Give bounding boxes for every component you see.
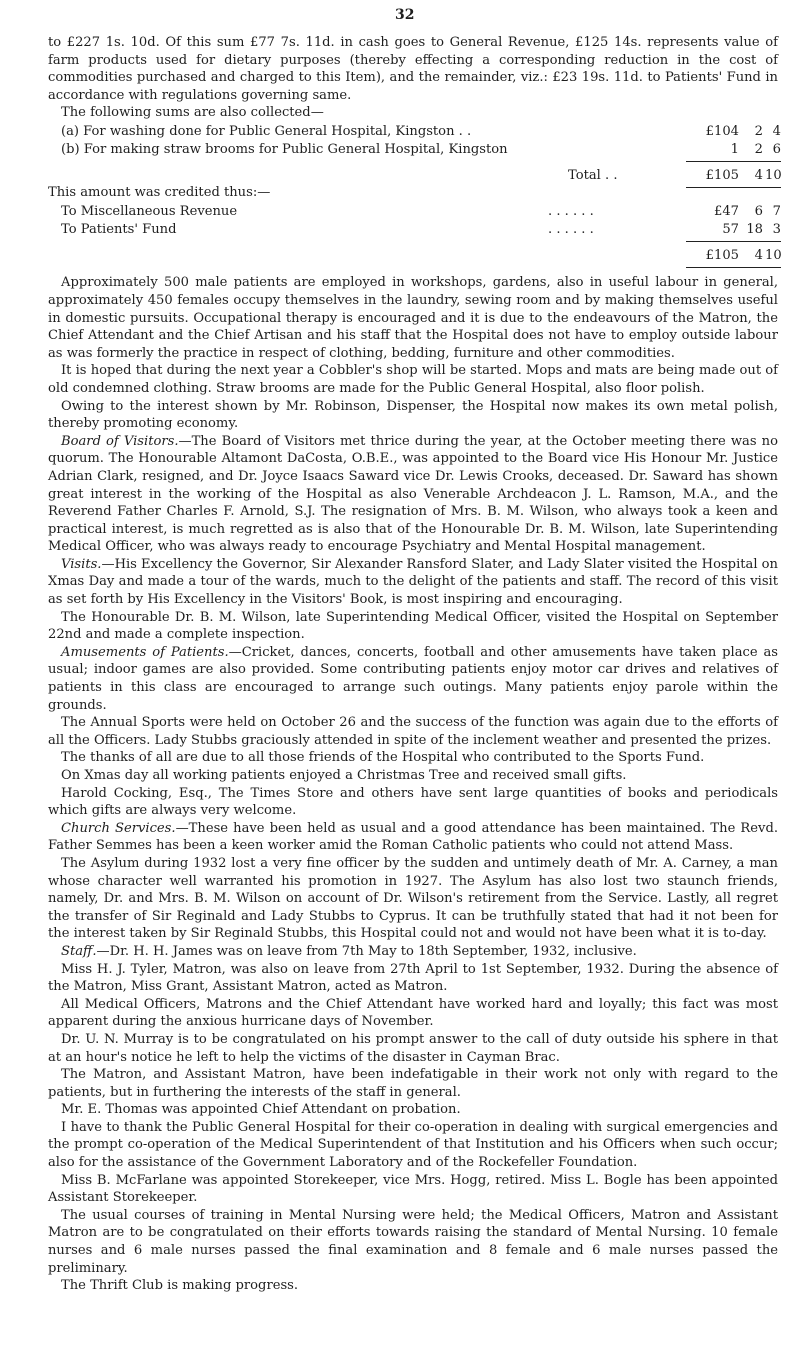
body-paragraph xyxy=(48,1119,778,1172)
credit-patients-label: To Patients' Fund xyxy=(61,222,177,238)
paragraph-text: —The Board of Visitors met thrice during the year, at the October meeting there was no quorum. The Honourable Altamont DaCosta, O.B.E., was appointed to the Board vice His Honour Mr. Justice Adrian Clark, resigned, and Dr. Joyce Isaacs Saward vice Dr. Lewis Crooks, deceased. Dr. Saward has shown great interest in the working of the Hospital as also Venerable Archdeacon J. L. Ramson, M.A., and the Reverend Father Charles F. Arnold, S.J. The resignation of Mrs. B. M. Wilson, who always took a keen and practical interest, is much regretted as is also that of the Honourable Dr. B. M. Wilson, late Superintending Medical Officer, who was always ready to encourage Psychiatry and Mental Hospital management. xyxy=(48,433,778,555)
section-heading: Board of Visitors. xyxy=(61,433,179,449)
grand-total-amount xyxy=(48,247,781,265)
body-paragraph xyxy=(48,1066,778,1101)
pounds: £104 xyxy=(705,124,739,140)
body-paragraph xyxy=(48,1172,778,1207)
body-paragraph xyxy=(48,1207,778,1277)
body-paragraph xyxy=(48,820,778,855)
shillings: 6 xyxy=(754,204,763,220)
pence: 6 xyxy=(772,142,781,158)
pence: 7 xyxy=(772,204,781,220)
pounds: 1 xyxy=(730,142,739,158)
grand-total-bottom-rule xyxy=(686,267,781,268)
body-paragraph xyxy=(48,609,778,644)
shillings: 4 xyxy=(754,168,763,184)
paragraph-text: The Matron, and Assistant Matron, have been indefatigable in their work not only with regard to the patients, but in furthering the interests of the staff in general. xyxy=(48,1067,778,1100)
body-paragraph xyxy=(48,714,778,749)
pence: 10 xyxy=(765,168,782,184)
paragraph-text: The Thrift Club is making progress. xyxy=(61,1278,299,1294)
paragraph-text: —Dr. H. H. James was on leave from 7th May to 18th September, 1932, inclusive. xyxy=(96,943,637,959)
body-paragraph xyxy=(48,943,778,961)
shillings: 2 xyxy=(754,142,763,158)
body-paragraph xyxy=(48,749,778,767)
body-paragraph xyxy=(48,433,778,556)
body-paragraph xyxy=(48,855,778,943)
body-paragraph xyxy=(48,556,778,609)
paragraph-text: Miss B. McFarlane was appointed Storekeeper, vice Mrs. Hogg, retired. Miss L. Bogle has been appointed Assistant Storekeeper. xyxy=(48,1172,778,1206)
body-paragraph xyxy=(48,1277,778,1295)
pence: 10 xyxy=(765,248,782,264)
leader-dots: . . . . . . xyxy=(548,204,594,220)
paragraph-text: Mr. E. Thomas was appointed Chief Attendant on probation. xyxy=(61,1102,461,1118)
body-paragraph xyxy=(48,1031,778,1066)
total-label: Total . . xyxy=(568,168,618,184)
account-item-b-label: (b) For making straw brooms for Public General Hospital, Kingston xyxy=(61,142,508,158)
body-paragraph xyxy=(48,644,778,714)
paragraph-text: Approximately 500 male patients are employed in workshops, gardens, also in useful labour in general, approximately 450 females occupy themselves in the laundry, sewing room and by making themselves useful in domestic pursuits. Occupational therapy is encouraged and it is due to the endeavours of the Matron, the Chief Attendant and the Chief Artisan and his staff that the Hospital does not have to employ outside labour as was formerly the practice in respect of clothing, bedding, furniture and other commodities. xyxy=(48,275,778,361)
paragraph-text: Miss H. J. Tyler, Matron, was also on leave from 27th April to 1st September, 1932. During the absence of the Matron, Miss Grant, Assistant Matron, acted as Matron. xyxy=(48,961,778,995)
paragraph-text: —These have been held as usual and a good attendance has been maintained. The Revd. Father Semmes has been a keen worker amid the Roman Catholic patients who could not attend Mass. xyxy=(48,820,778,854)
shillings: 2 xyxy=(754,124,763,140)
paragraph-text: The Annual Sports were held on October 26 and the success of the function was again due to the efforts of all the Officers. Lady Stubbs graciously attended in spite of the inclement weather and presented the prizes. xyxy=(48,715,778,748)
shillings: 4 xyxy=(754,248,763,264)
body-paragraph xyxy=(48,961,778,996)
paragraphs xyxy=(48,274,778,1294)
section-heading: Amusements of Patients. xyxy=(61,644,229,660)
paragraph-text: The Honourable Dr. B. M. Wilson, late Superintending Medical Officer, visited the Hospital on September 22nd and made a complete inspection. xyxy=(48,609,778,643)
total-amount xyxy=(48,167,781,185)
credited-intro: This amount was credited thus:— xyxy=(48,185,271,201)
subtotal-rule xyxy=(686,161,781,162)
account-item-a-amount xyxy=(48,123,781,141)
total-rule xyxy=(686,187,781,188)
body-paragraph xyxy=(48,996,778,1031)
body-paragraph xyxy=(48,1101,778,1119)
section-heading: Church Services. xyxy=(61,820,176,836)
account-item-a-label: (a) For washing done for Public General Hospital, Kingston . . xyxy=(61,124,472,140)
paragraph-text: The thanks of all are due to all those friends of the Hospital who contributed to the Sports Fund. xyxy=(61,750,705,766)
pence: 3 xyxy=(772,222,781,238)
collections-account xyxy=(48,104,782,421)
credit-patients-amount xyxy=(48,221,781,239)
section-heading: Staff. xyxy=(61,943,97,959)
credit-misc-label: To Miscellaneous Revenue xyxy=(61,204,238,220)
leader-dots: . . . . . . xyxy=(548,222,594,238)
shillings: 18 xyxy=(746,222,763,238)
paragraph-text: The Asylum during 1932 lost a very fine officer by the sudden and untimely death of Mr. A. Carney, a man whose character well warranted his promotion in 1927. The Asylum has also lost two staunch friends, namely, Dr. and Mrs. B. M. Wilson on account of Dr. Wilson's retirement from the Service. Lastly, all regret the transfer of Sir Reginald and Lady Stubbs to Cyprus. It can be truthfully stated that had it not been for the interest taken by Sir Reginald Stubbs, this Hospital could not and would not have been what it is to-day. xyxy=(48,855,778,942)
report-body xyxy=(48,34,782,1295)
pounds: £105 xyxy=(705,168,739,184)
pounds: 57 xyxy=(722,222,739,238)
paragraph-text: —Cricket, dances, concerts, football and other amusements have taken place as usual; indoor games are also provided. Some contributing patients enjoy motor car drives and relatives of patients in this class are encouraged to arrange such outings. Many patients enjoy parole within the grounds. xyxy=(48,644,778,713)
paragraph-text: Harold Cocking, Esq., The Times Store and others have sent large quantities of books and periodicals which gifts are always very welcome. xyxy=(48,785,778,819)
body-paragraph xyxy=(48,785,778,820)
grand-total-top-rule xyxy=(686,241,781,242)
pounds: £105 xyxy=(705,248,739,264)
account-intro: The following sums are also collected— xyxy=(61,105,324,121)
paragraph-text: Dr. U. N. Murray is to be congratulated on his prompt answer to the call of duty outside his sphere in that at an hour's notice he left to help the victims of the disaster in Cayman Brac. xyxy=(48,1031,778,1065)
paragraph-text: It is hoped that during the next year a Cobbler's shop will be started. Mops and mats are being made out of old condemned clothing. Straw brooms are made for the Public General Hospital, also floor polish. xyxy=(48,363,778,396)
section-heading: Visits. xyxy=(61,556,102,572)
paragraph-text: —His Excellency the Governor, Sir Alexander Ransford Slater, and Lady Slater visited the Hospital on Xmas Day and made a tour of the wards, much to the delight of the patients and staff. The record of this visit as set forth by His Excellency in the Visitors' Book, is most inspiring and encouraging. xyxy=(48,556,778,608)
pence: 4 xyxy=(772,124,781,140)
paragraph-text: Owing to the interest shown by Mr. Robinson, Dispenser, the Hospital now makes its own metal polish, thereby promoting economy. xyxy=(48,398,778,432)
paragraph-text: I have to thank the Public General Hospital for their co-operation in dealing with surgical emergencies and the prompt co-operation of the Medical Superintendent of that Institution and his Officers when such occur; also for the assistance of the Government Laboratory and of the Rockefeller Foundation. xyxy=(48,1119,778,1171)
paragraph-text: The usual courses of training in Mental Nursing were held; the Medical Officers, Matron and Assistant Matron are to be congratulated on their efforts towards raising the standard of Mental Nursing. 10 female nurses and 6 male nurses passed the final examination and 8 female and 6 male nurses passed the preliminary. xyxy=(48,1207,778,1276)
credit-misc-amount xyxy=(48,203,781,221)
body-paragraph xyxy=(48,767,778,785)
paragraph-text: On Xmas day all working patients enjoyed a Christmas Tree and received small gifts. xyxy=(61,768,627,783)
pounds: £47 xyxy=(714,204,739,220)
opening-paragraph: to £227 1s. 10d. Of this sum £77 7s. 11d. in cash goes to General Revenue, £125 14s. represents value of farm products used for dietary purposes (thereby effecting a corresponding reduction in the cost of commodities purchased and charged to this Item), and the remainder, viz.: £23 19s. 11d. to Patients' Fund in accordance with regulations governing same. xyxy=(48,35,778,103)
page-number: 32 xyxy=(395,7,415,23)
paragraph-text: All Medical Officers, Matrons and the Chief Attendant have worked hard and loyally; this fact was most apparent during the anxious hurricane days of November. xyxy=(48,996,778,1030)
account-item-b-amount xyxy=(48,141,781,159)
